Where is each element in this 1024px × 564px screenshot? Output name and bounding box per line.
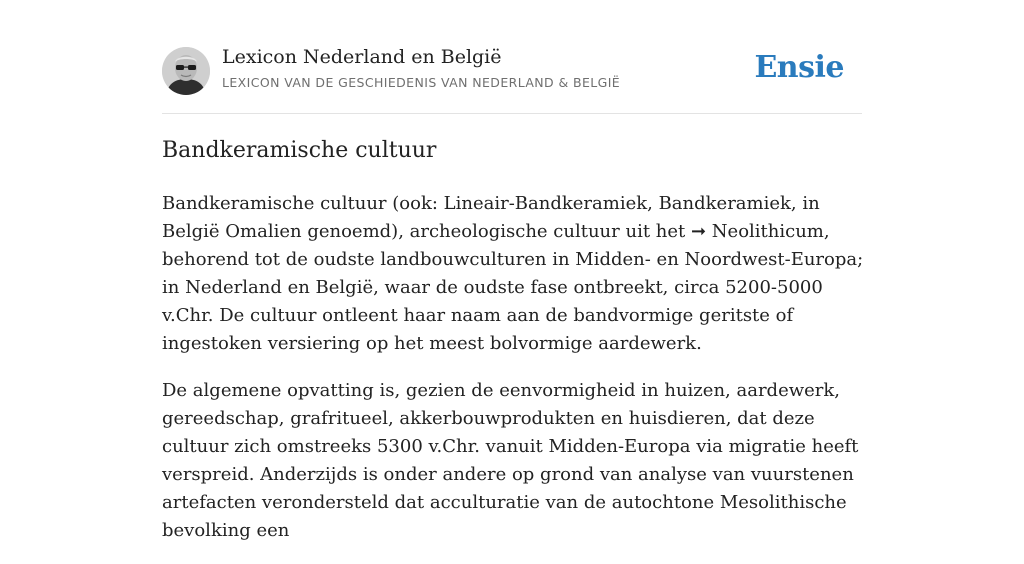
neolithicum-link[interactable]: Neolithicum [706,221,824,242]
source-subtitle: LEXICON VAN DE GESCHIEDENIS VAN NEDERLAND & BELGIË [222,75,621,90]
paragraph-text: Bandkeramische cultuur (ook: Lineair-Bandkeramiek, Bandkeramiek, in België Omalien genoemd), archeologische cultuur uit het [162,193,820,242]
arrow-link-icon: ➞ [690,221,707,242]
paragraph-text: , behorend tot de oudste landbouwculturen in Midden- en Noordwest-Europa; in Nederland en België, waar de oudste fase ontbreekt, circa 5200-5000 v.Chr. De cultuur ontleent haar naam aan de bandvormige geritste of ingestoken versiering op het meest bolvormige aardewerk. [162,221,864,354]
article-body [162,190,874,564]
ensie-logo[interactable]: Ensie [754,50,844,85]
article-title: Bandkeramische cultuur [162,138,437,163]
avatar-portrait-icon [162,47,210,95]
source-name[interactable]: Lexicon Nederland en België [222,46,502,68]
author-avatar[interactable] [162,47,210,95]
article-paragraph: De algemene opvatting is, gezien de eenvormigheid in huizen, aardewerk, gereedschap, grafritueel, akkerbouwprodukten en huisdieren, dat deze cultuur zich omstreeks 5300 v.Chr. vanuit Midden-Europa via migratie heeft verspreid. Anderzijds is onder andere op grond van analyse van vuurstenen artefacten verondersteld dat acculturatie van de autochtone Mesolithische bevolking een [162,380,859,541]
source-header [162,46,862,98]
header-divider [162,113,862,114]
article-paragraph [162,190,874,358]
